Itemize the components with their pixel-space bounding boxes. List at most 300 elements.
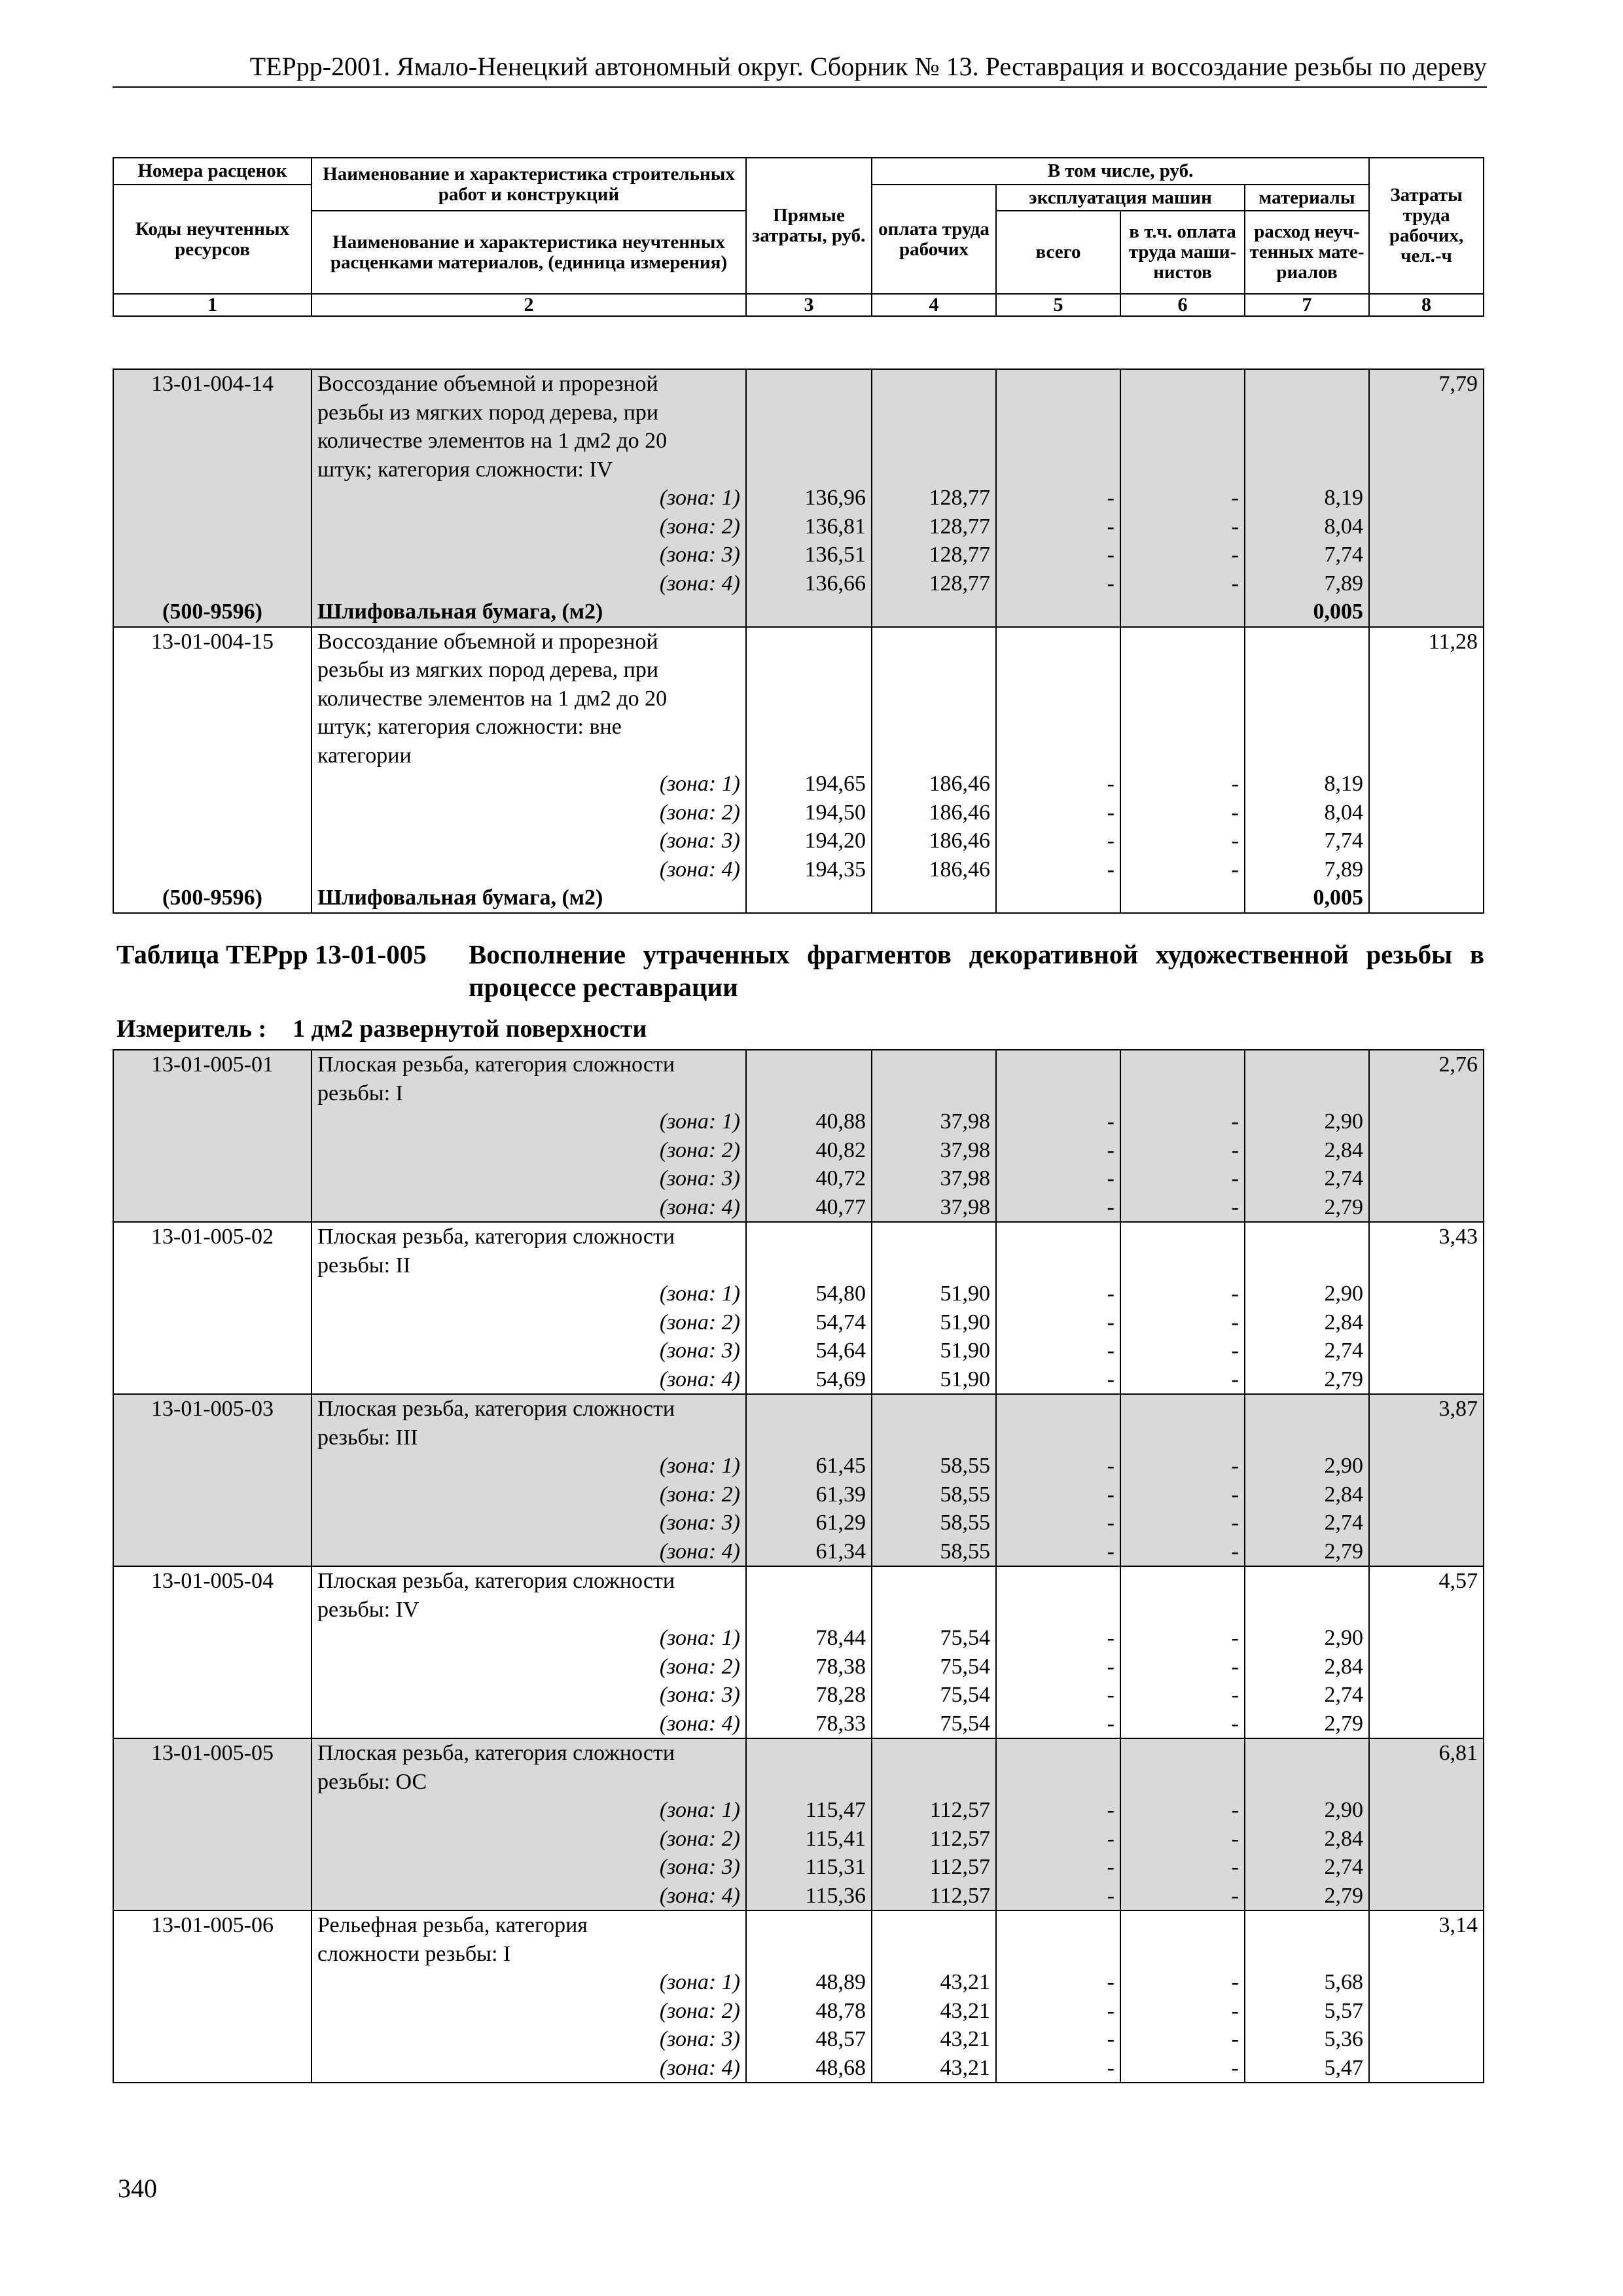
empty-cell xyxy=(746,1910,872,1940)
column-number: 8 xyxy=(1369,294,1484,316)
zone-label: (зона: 1) xyxy=(312,1624,746,1653)
machinist-pay: - xyxy=(1120,1280,1245,1308)
empty-cell xyxy=(1120,427,1245,456)
machine-total: - xyxy=(996,1710,1120,1739)
empty-cell xyxy=(746,627,872,656)
empty-cell xyxy=(113,1624,312,1653)
empty-cell xyxy=(1245,1079,1369,1108)
empty-cell xyxy=(746,1940,872,1969)
empty-cell xyxy=(1120,399,1245,427)
table-row xyxy=(113,1940,1484,1969)
empty-cell xyxy=(872,399,996,427)
table-row xyxy=(113,456,1484,484)
empty-cell xyxy=(996,1050,1120,1079)
rate-code: 13-01-004-14 xyxy=(113,369,312,399)
zone-label: (зона: 1) xyxy=(312,770,746,798)
empty-cell xyxy=(746,685,872,713)
table-row xyxy=(113,1596,1484,1624)
labor-pay: 186,46 xyxy=(872,827,996,855)
machinist-pay: - xyxy=(1120,1336,1245,1365)
zone-row xyxy=(113,1653,1484,1681)
zone-row xyxy=(113,798,1484,827)
rate-description: сложности резьбы: I xyxy=(312,1940,746,1969)
labor-pay: 58,55 xyxy=(872,1480,996,1509)
empty-cell xyxy=(1120,1596,1245,1624)
empty-cell xyxy=(872,1251,996,1280)
empty-cell xyxy=(1369,1653,1484,1681)
table-caption-label: Таблица ТЕРрр 13-01-005 xyxy=(116,939,427,969)
empty-cell xyxy=(1369,2054,1484,2083)
empty-cell xyxy=(113,2054,312,2083)
materials-cost: 2,79 xyxy=(1245,1882,1369,1911)
zone-row xyxy=(113,512,1484,541)
labor-pay: 51,90 xyxy=(872,1365,996,1395)
labor-pay: 112,57 xyxy=(872,1882,996,1911)
labor-pay: 75,54 xyxy=(872,1624,996,1653)
empty-cell xyxy=(872,1222,996,1251)
machine-total: - xyxy=(996,1365,1120,1395)
empty-cell xyxy=(1120,456,1245,484)
empty-cell xyxy=(1120,713,1245,742)
table-row xyxy=(113,742,1484,770)
zone-row xyxy=(113,855,1484,884)
empty-cell xyxy=(996,627,1120,656)
empty-cell xyxy=(1369,427,1484,456)
direct-costs: 194,35 xyxy=(746,855,872,884)
empty-cell xyxy=(113,855,312,884)
machine-total: - xyxy=(996,484,1120,512)
empty-cell xyxy=(113,827,312,855)
empty-cell xyxy=(996,1910,1120,1940)
empty-cell xyxy=(113,1710,312,1739)
zone-row xyxy=(113,1336,1484,1365)
empty-cell xyxy=(113,427,312,456)
header-material-name: Наименование и характеристика неучтенных расценками материалов, (единица измерения) xyxy=(312,211,746,294)
machine-total: - xyxy=(996,798,1120,827)
empty-cell xyxy=(996,656,1120,685)
empty-cell xyxy=(113,1107,312,1136)
empty-cell xyxy=(113,1596,312,1624)
empty-cell xyxy=(1120,627,1245,656)
header-including: В том числе, руб. xyxy=(872,158,1369,185)
table-row xyxy=(113,1394,1484,1424)
zone-label: (зона: 1) xyxy=(312,1796,746,1825)
empty-cell xyxy=(1369,1308,1484,1337)
empty-cell xyxy=(746,1394,872,1424)
empty-cell xyxy=(1369,1940,1484,1969)
empty-cell xyxy=(113,1136,312,1165)
empty-cell xyxy=(1369,1509,1484,1537)
labor-pay: 186,46 xyxy=(872,770,996,798)
direct-costs: 115,47 xyxy=(746,1796,872,1825)
empty-cell xyxy=(1369,541,1484,569)
zone-label: (зона: 1) xyxy=(312,1968,746,1997)
column-number: 6 xyxy=(1120,294,1245,316)
empty-cell xyxy=(1369,1997,1484,2026)
empty-cell xyxy=(1369,1079,1484,1108)
machinist-pay: - xyxy=(1120,2025,1245,2054)
resource-code: (500-9596) xyxy=(113,598,312,627)
direct-costs: 48,78 xyxy=(746,1997,872,2026)
empty-cell xyxy=(113,399,312,427)
empty-cell xyxy=(1245,1738,1369,1768)
materials-cost: 2,74 xyxy=(1245,1509,1369,1537)
empty-cell xyxy=(872,627,996,656)
rate-code: 13-01-005-01 xyxy=(113,1050,312,1079)
header-rate-numbers: Номера расценок xyxy=(113,158,312,185)
direct-costs: 40,88 xyxy=(746,1107,872,1136)
empty-cell xyxy=(872,598,996,627)
empty-cell xyxy=(1245,1596,1369,1624)
table-row xyxy=(113,1424,1484,1452)
header-materials-unaccounted: расход неуч-тенных мате-риалов xyxy=(1245,211,1369,294)
empty-cell xyxy=(113,1079,312,1108)
empty-cell xyxy=(113,713,312,742)
empty-cell xyxy=(996,1394,1120,1424)
empty-cell xyxy=(1369,1796,1484,1825)
empty-cell xyxy=(1245,742,1369,770)
materials-cost: 8,19 xyxy=(1245,770,1369,798)
zone-label: (зона: 2) xyxy=(312,512,746,541)
machine-total: - xyxy=(996,1825,1120,1854)
empty-cell xyxy=(1369,656,1484,685)
empty-cell xyxy=(746,1566,872,1596)
empty-cell xyxy=(1369,512,1484,541)
materials-cost: 7,74 xyxy=(1245,827,1369,855)
empty-cell xyxy=(1369,1681,1484,1710)
materials-cost: 2,90 xyxy=(1245,1107,1369,1136)
empty-cell xyxy=(113,685,312,713)
materials-cost: 5,47 xyxy=(1245,2054,1369,2083)
machine-total: - xyxy=(996,1997,1120,2026)
machine-total: - xyxy=(996,569,1120,598)
machine-total: - xyxy=(996,1882,1120,1911)
labor-pay: 37,98 xyxy=(872,1107,996,1136)
empty-cell xyxy=(113,1796,312,1825)
rate-description: резьбы из мягких пород дерева, при xyxy=(312,399,746,427)
direct-costs: 136,51 xyxy=(746,541,872,569)
table-row xyxy=(113,1079,1484,1108)
machine-total: - xyxy=(996,1107,1120,1136)
empty-cell xyxy=(1120,1768,1245,1797)
resource-row xyxy=(113,884,1484,913)
empty-cell xyxy=(113,1336,312,1365)
materials-cost: 2,84 xyxy=(1245,1480,1369,1509)
labor-costs: 2,76 xyxy=(1369,1050,1484,1079)
materials-cost: 8,19 xyxy=(1245,484,1369,512)
direct-costs: 194,20 xyxy=(746,827,872,855)
labor-pay: 43,21 xyxy=(872,2025,996,2054)
empty-cell xyxy=(1245,1940,1369,1969)
labor-pay: 51,90 xyxy=(872,1308,996,1337)
empty-cell xyxy=(1120,369,1245,399)
zone-row xyxy=(113,1452,1484,1480)
materials-cost: 5,68 xyxy=(1245,1968,1369,1997)
empty-cell xyxy=(1245,627,1369,656)
empty-cell xyxy=(1245,656,1369,685)
resource-quantity: 0,005 xyxy=(1245,884,1369,913)
machinist-pay: - xyxy=(1120,827,1245,855)
materials-cost: 7,89 xyxy=(1245,855,1369,884)
empty-cell xyxy=(996,713,1120,742)
empty-cell xyxy=(113,1193,312,1223)
empty-cell xyxy=(746,884,872,913)
rate-description: Воссоздание объемной и прорезной xyxy=(312,369,746,399)
labor-pay: 75,54 xyxy=(872,1681,996,1710)
rate-description: Плоская резьба, категория сложности xyxy=(312,1222,746,1251)
empty-cell xyxy=(1120,742,1245,770)
rate-code: 13-01-005-05 xyxy=(113,1738,312,1768)
empty-cell xyxy=(1369,1882,1484,1911)
labor-pay: 51,90 xyxy=(872,1336,996,1365)
zone-label: (зона: 4) xyxy=(312,2054,746,2083)
zone-row xyxy=(113,1624,1484,1653)
machine-total: - xyxy=(996,770,1120,798)
empty-cell xyxy=(113,1280,312,1308)
empty-cell xyxy=(1120,685,1245,713)
empty-cell xyxy=(113,1452,312,1480)
empty-cell xyxy=(1369,742,1484,770)
table-row xyxy=(113,427,1484,456)
rate-description: резьбы: III xyxy=(312,1424,746,1452)
table-row xyxy=(113,685,1484,713)
empty-cell xyxy=(746,427,872,456)
zone-label: (зона: 2) xyxy=(312,1308,746,1337)
machine-total: - xyxy=(996,2054,1120,2083)
direct-costs: 136,66 xyxy=(746,569,872,598)
rate-description: Воссоздание объемной и прорезной xyxy=(312,627,746,656)
empty-cell xyxy=(872,1768,996,1797)
table-row xyxy=(113,1050,1484,1079)
direct-costs: 48,57 xyxy=(746,2025,872,2054)
empty-cell xyxy=(1369,884,1484,913)
empty-cell xyxy=(1369,855,1484,884)
machinist-pay: - xyxy=(1120,1882,1245,1911)
machine-total: - xyxy=(996,1624,1120,1653)
zone-row xyxy=(113,1509,1484,1537)
empty-cell xyxy=(872,1424,996,1452)
empty-cell xyxy=(1369,1968,1484,1997)
zone-label: (зона: 2) xyxy=(312,1825,746,1854)
machinist-pay: - xyxy=(1120,1624,1245,1653)
header-machine-operation: эксплуатация машин xyxy=(996,185,1245,211)
machine-total: - xyxy=(996,1968,1120,1997)
machinist-pay: - xyxy=(1120,1365,1245,1395)
materials-cost: 8,04 xyxy=(1245,798,1369,827)
table-row xyxy=(113,1566,1484,1596)
empty-cell xyxy=(1369,1853,1484,1882)
zone-row xyxy=(113,1136,1484,1165)
table-caption-text: Восполнение утраченных фрагментов декоративной художественной резьбы в процессе реставрации xyxy=(469,939,1484,1002)
header-direct-costs: Прямые затраты, руб. xyxy=(746,158,872,294)
zone-label: (зона: 1) xyxy=(312,1280,746,1308)
machinist-pay: - xyxy=(1120,1480,1245,1509)
resource-quantity: 0,005 xyxy=(1245,598,1369,627)
rate-code: 13-01-005-03 xyxy=(113,1394,312,1424)
direct-costs: 54,69 xyxy=(746,1365,872,1395)
empty-cell xyxy=(113,1251,312,1280)
direct-costs: 48,89 xyxy=(746,1968,872,1997)
header-materials: материалы xyxy=(1245,185,1369,211)
empty-cell xyxy=(746,399,872,427)
empty-cell xyxy=(1369,1193,1484,1223)
empty-cell xyxy=(1120,1050,1245,1079)
materials-cost: 2,84 xyxy=(1245,1825,1369,1854)
direct-costs: 40,77 xyxy=(746,1193,872,1223)
materials-cost: 2,84 xyxy=(1245,1136,1369,1165)
empty-cell xyxy=(746,1738,872,1768)
empty-cell xyxy=(872,1394,996,1424)
empty-cell xyxy=(746,1424,872,1452)
empty-cell xyxy=(1245,1050,1369,1079)
rate-description: количестве элементов на 1 дм2 до 20 xyxy=(312,427,746,456)
labor-pay: 186,46 xyxy=(872,855,996,884)
machine-total: - xyxy=(996,1452,1120,1480)
direct-costs: 78,44 xyxy=(746,1624,872,1653)
machinist-pay: - xyxy=(1120,1853,1245,1882)
zone-label: (зона: 4) xyxy=(312,1365,746,1395)
empty-cell xyxy=(113,1424,312,1452)
machinist-pay: - xyxy=(1120,1653,1245,1681)
direct-costs: 54,74 xyxy=(746,1308,872,1337)
zone-row xyxy=(113,1997,1484,2026)
zone-label: (зона: 2) xyxy=(312,1480,746,1509)
empty-cell xyxy=(1245,713,1369,742)
zone-row xyxy=(113,827,1484,855)
column-number: 3 xyxy=(746,294,872,316)
zone-label: (зона: 4) xyxy=(312,1882,746,1911)
empty-cell xyxy=(1120,884,1245,913)
empty-cell xyxy=(113,1365,312,1395)
labor-pay: 37,98 xyxy=(872,1136,996,1165)
empty-cell xyxy=(996,884,1120,913)
machinist-pay: - xyxy=(1120,1193,1245,1223)
empty-cell xyxy=(746,1050,872,1079)
direct-costs: 40,72 xyxy=(746,1164,872,1193)
materials-cost: 8,04 xyxy=(1245,512,1369,541)
rate-description: резьбы из мягких пород дерева, при xyxy=(312,656,746,685)
labor-pay: 112,57 xyxy=(872,1825,996,1854)
zone-row xyxy=(113,1480,1484,1509)
rate-description: Плоская резьба, категория сложности xyxy=(312,1566,746,1596)
zone-label: (зона: 2) xyxy=(312,798,746,827)
empty-cell xyxy=(113,1653,312,1681)
labor-costs: 6,81 xyxy=(1369,1738,1484,1768)
rate-description: резьбы: II xyxy=(312,1251,746,1280)
zone-label: (зона: 3) xyxy=(312,1853,746,1882)
zone-row xyxy=(113,1710,1484,1739)
labor-costs: 3,43 xyxy=(1369,1222,1484,1251)
direct-costs: 61,29 xyxy=(746,1509,872,1537)
empty-cell xyxy=(113,1968,312,1997)
labor-costs: 3,14 xyxy=(1369,1910,1484,1940)
empty-cell xyxy=(872,1940,996,1969)
empty-cell xyxy=(113,798,312,827)
empty-cell xyxy=(1369,1280,1484,1308)
empty-cell xyxy=(872,1910,996,1940)
empty-cell xyxy=(1369,827,1484,855)
zone-row xyxy=(113,541,1484,569)
rate-description: штук; категория сложности: вне xyxy=(312,713,746,742)
empty-cell xyxy=(1245,1566,1369,1596)
resource-code: (500-9596) xyxy=(113,884,312,913)
rate-description: количестве элементов на 1 дм2 до 20 xyxy=(312,685,746,713)
labor-costs: 7,79 xyxy=(1369,369,1484,399)
empty-cell xyxy=(996,742,1120,770)
zone-row xyxy=(113,1537,1484,1567)
zone-label: (зона: 3) xyxy=(312,2025,746,2054)
empty-cell xyxy=(1369,1164,1484,1193)
empty-cell xyxy=(872,713,996,742)
empty-cell xyxy=(746,1079,872,1108)
zone-row xyxy=(113,1968,1484,1997)
empty-cell xyxy=(996,1079,1120,1108)
empty-cell xyxy=(1369,598,1484,627)
machinist-pay: - xyxy=(1120,1968,1245,1997)
empty-cell xyxy=(1369,1251,1484,1280)
empty-cell xyxy=(872,884,996,913)
materials-cost: 2,74 xyxy=(1245,1681,1369,1710)
empty-cell xyxy=(746,713,872,742)
empty-cell xyxy=(1120,1940,1245,1969)
zone-row xyxy=(113,1796,1484,1825)
empty-cell xyxy=(872,742,996,770)
empty-cell xyxy=(113,1308,312,1337)
empty-cell xyxy=(872,656,996,685)
empty-cell xyxy=(996,1738,1120,1768)
machine-total: - xyxy=(996,1681,1120,1710)
labor-pay: 51,90 xyxy=(872,1280,996,1308)
zone-row xyxy=(113,770,1484,798)
machine-total: - xyxy=(996,1853,1120,1882)
empty-cell xyxy=(996,1768,1120,1797)
empty-cell xyxy=(1369,1624,1484,1653)
empty-cell xyxy=(996,399,1120,427)
machinist-pay: - xyxy=(1120,1107,1245,1136)
empty-cell xyxy=(1369,1480,1484,1509)
machinist-pay: - xyxy=(1120,1509,1245,1537)
machinist-pay: - xyxy=(1120,1710,1245,1739)
empty-cell xyxy=(996,1566,1120,1596)
column-number: 7 xyxy=(1245,294,1369,316)
materials-cost: 2,90 xyxy=(1245,1452,1369,1480)
direct-costs: 136,96 xyxy=(746,484,872,512)
resource-name: Шлифовальная бумага, (м2) xyxy=(312,598,746,627)
rate-description: Плоская резьба, категория сложности xyxy=(312,1738,746,1768)
empty-cell xyxy=(113,1768,312,1797)
empty-cell xyxy=(1245,369,1369,399)
machinist-pay: - xyxy=(1120,1136,1245,1165)
empty-cell xyxy=(113,742,312,770)
direct-costs: 61,45 xyxy=(746,1452,872,1480)
labor-pay: 37,98 xyxy=(872,1193,996,1223)
header-machinist-pay: в т.ч. оплата труда маши-нистов xyxy=(1120,211,1245,294)
rate-description: штук; категория сложности: IV xyxy=(312,456,746,484)
zone-label: (зона: 4) xyxy=(312,1193,746,1223)
empty-cell xyxy=(746,1596,872,1624)
empty-cell xyxy=(996,1424,1120,1452)
empty-cell xyxy=(996,427,1120,456)
zone-label: (зона: 1) xyxy=(312,1107,746,1136)
empty-cell xyxy=(113,484,312,512)
zone-label: (зона: 2) xyxy=(312,1136,746,1165)
column-number: 5 xyxy=(996,294,1120,316)
machine-total: - xyxy=(996,1336,1120,1365)
empty-cell xyxy=(1120,1394,1245,1424)
labor-pay: 58,55 xyxy=(872,1509,996,1537)
empty-cell xyxy=(1369,1365,1484,1395)
empty-cell xyxy=(746,656,872,685)
